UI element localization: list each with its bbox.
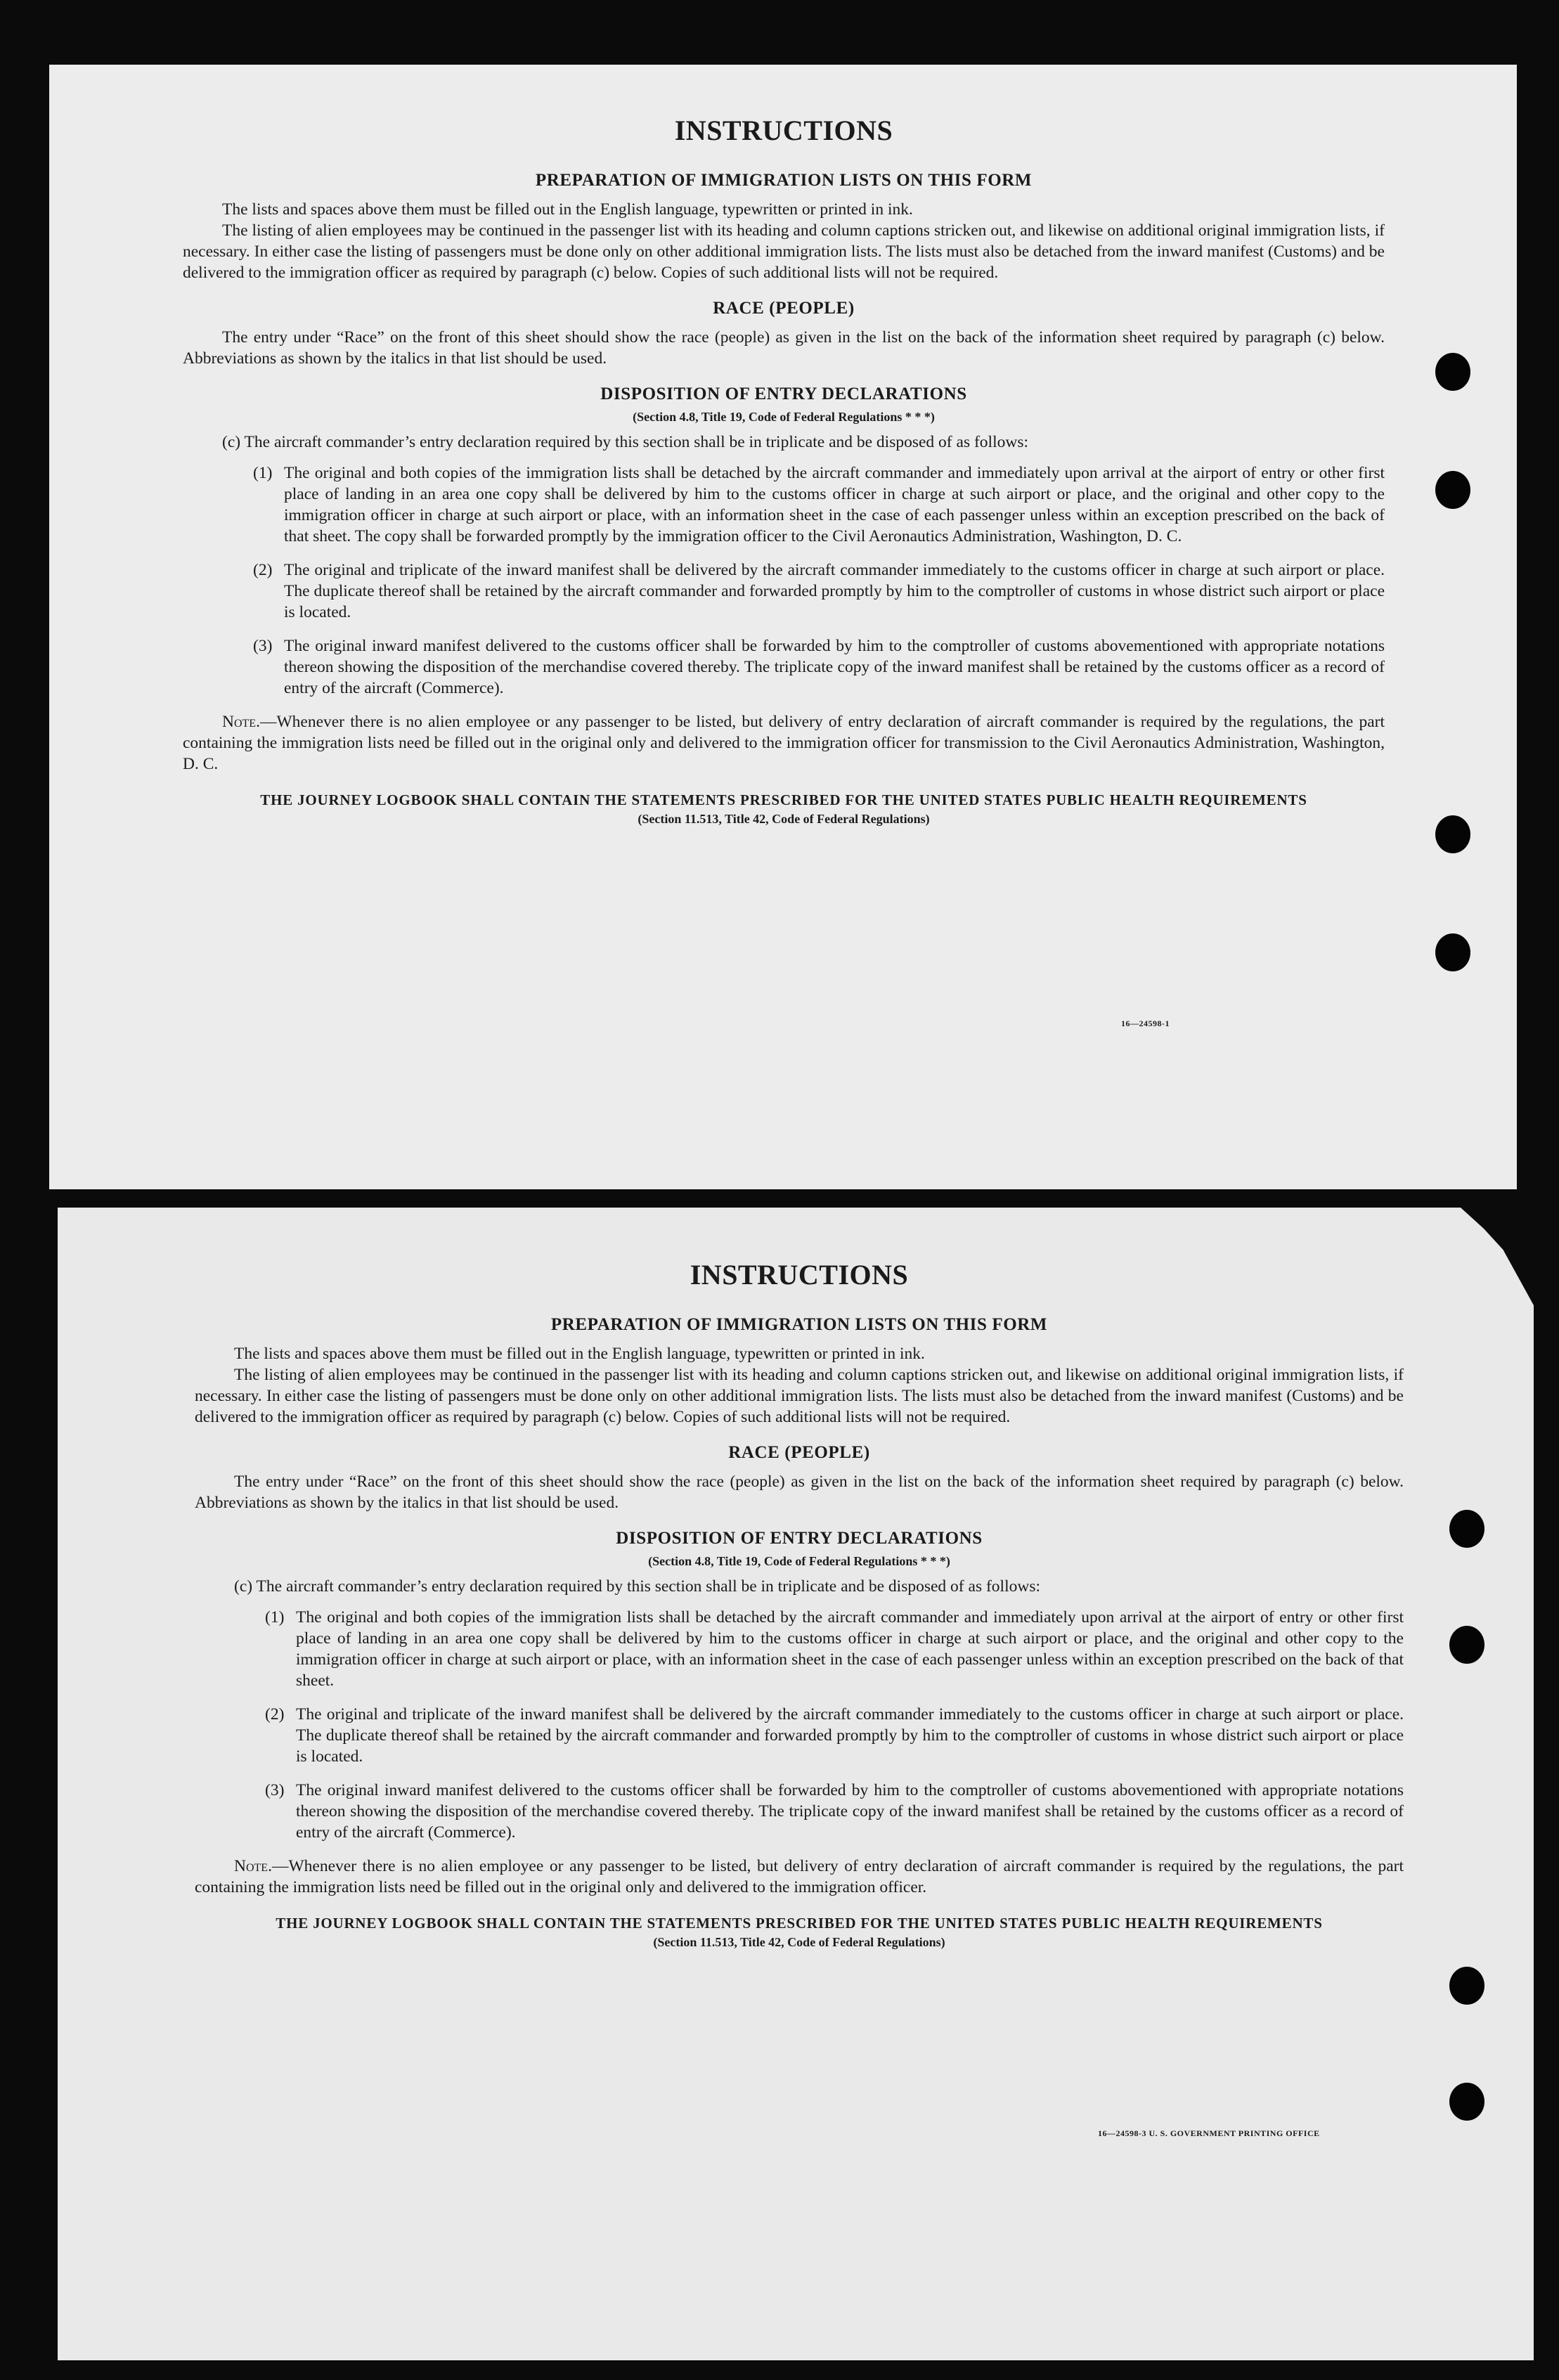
item-number: (2) [253,561,273,579]
punch-hole [1435,471,1470,509]
disposition-item-2 [253,560,1385,623]
preparation-paragraph-1: The lists and spaces above them must be filled out in the English language, typewritten or printed in ink. [222,200,913,219]
preparation-paragraph-2: The listing of alien employees may be continued in the passenger list with its heading and column captions stricken out, and likewise on additional original immigration lists, if necessary. In either case the listing of passengers must be done only on other additional immigration lists. The lists must also be detached from the inward manifest (Customs) and be delivered to the immigration officer as required by paragraph (c) below. Copies of such additional lists will not be required. [183,221,1385,282]
instruction-sheet-bottom [58,1208,1534,2360]
disposition-item-1 [265,1607,1404,1691]
preparation-heading: PREPARATION OF IMMIGRATION LISTS ON THIS FORM [535,171,1033,190]
sheet-content [183,114,1385,827]
disposition-item-2 [265,1704,1404,1767]
page-title: INSTRUCTIONS [690,1259,909,1291]
item-number: (3) [253,637,273,655]
note-paragraph [183,711,1385,775]
disposition-item-3 [265,1780,1404,1843]
punch-hole [1435,353,1470,391]
health-requirements-citation: (Section 11.513, Title 42, Code of Federal Regulations) [653,1935,945,1949]
preparation-paragraph-2: The listing of alien employees may be continued in the passenger list with its heading and column captions stricken out, and likewise on additional original immigration lists, if necessary. In either case the listing of passengers must be done only on other additional immigration lists. The lists must also be detached from the inward manifest (Customs) and be delivered to the immigration officer as required by paragraph (c) below. Copies of such additional lists will not be required. [195,1366,1404,1426]
race-heading: RACE (PEOPLE) [728,1443,870,1462]
race-paragraph: The entry under “Race” on the front of this sheet should show the race (people) as given in the list on the back of the information sheet required by paragraph (c) below. Abbreviations as shown by the italics in that list should be used. [195,1473,1404,1512]
preparation-heading: PREPARATION OF IMMIGRATION LISTS ON THIS FORM [550,1315,1048,1334]
disposition-lead: (c) The aircraft commander’s entry declaration required by this section shall be in triplicate and be disposed of as follows: [222,433,1028,451]
note-text: —Whenever there is no alien employee or any passenger to be listed, but delivery of entry declaration of aircraft commander is required by the regulations, the part containing the immigration lists need be filled out in the original only and delivered to the immigration officer for transmission to the Civil Aeronautics Administration, Washington, D. C. [183,713,1385,773]
disposition-item-1 [253,463,1385,547]
race-paragraph: The entry under “Race” on the front of this sheet should show the race (people) as given in the list on the back of the information sheet required by paragraph (c) below. Abbreviations as shown by the italics in that list should be used. [183,328,1385,368]
health-requirements-citation: (Section 11.513, Title 42, Code of Federal Regulations) [638,812,930,826]
item-text: The original inward manifest delivered to the customs officer shall be forwarded by him to the comptroller of customs abovementioned with appropriate notations thereon showing the disposition of the merchandise covered thereby. The triplicate copy of the inward manifest shall be retained by the customs officer as a record of entry of the aircraft (Commerce). [284,637,1385,697]
item-text: The original and both copies of the immigration lists shall be detached by the aircraft commander and immediately upon arrival at the airport of entry or other first place of landing in an area one copy shall be delivered by him to the customs officer in charge at such airport or place, and the original and other copy to the immigration officer in charge at such airport or place, with an information sheet in the case of each passenger unless within an exception prescribed on the back of that sheet. [296,1608,1404,1690]
punch-hole [1449,2083,1484,2121]
disposition-citation: (Section 4.8, Title 19, Code of Federal Regulations * * *) [648,1554,950,1568]
disposition-heading: DISPOSITION OF ENTRY DECLARATIONS [616,1529,983,1548]
item-text: The original and triplicate of the inward manifest shall be delivered by the aircraft commander immediately to the customs officer in charge at such airport or place. The duplicate thereof shall be retained by the aircraft commander and forwarded promptly by him to the comptroller of customs in whose district such airport or place is located. [296,1705,1404,1766]
disposition-citation: (Section 4.8, Title 19, Code of Federal Regulations * * *) [633,410,935,424]
handwritten-smudge-bottom [134,1105,147,1154]
punch-hole [1435,815,1470,853]
race-heading: RACE (PEOPLE) [713,299,855,318]
disposition-heading: DISPOSITION OF ENTRY DECLARATIONS [600,384,967,403]
sheet-content [195,1258,1404,1950]
punch-hole [1449,1626,1484,1664]
page-title: INSTRUCTIONS [674,115,893,146]
item-number: (1) [265,1608,285,1626]
note-label: Note. [234,1857,272,1875]
punch-hole [1435,933,1470,971]
instruction-sheet-top [49,65,1517,1189]
form-number: 16—24598-1 [1121,1018,1170,1028]
preparation-paragraph-1: The lists and spaces above them must be filled out in the English language, typewritten or printed in ink. [234,1345,925,1363]
item-number: (1) [253,464,273,482]
item-number: (3) [265,1781,285,1799]
note-text: —Whenever there is no alien employee or any passenger to be listed, but delivery of entry declaration of aircraft commander is required by the regulations, the part containing the immigration lists need be filled out in the original only and delivered to the immigration officer. [195,1857,1404,1896]
note-label: Note. [222,713,260,731]
item-number: (2) [265,1705,285,1723]
torn-corner [1461,1208,1538,1313]
item-text: The original and triplicate of the inward manifest shall be delivered by the aircraft commander immediately to the customs officer in charge at such airport or place. The duplicate thereof shall be retained by the aircraft commander and forwarded promptly by him to the comptroller of customs in whose district such airport or place is located. [284,561,1385,621]
punch-hole [1449,1510,1484,1548]
note-paragraph [195,1856,1404,1898]
health-requirements-footer: THE JOURNEY LOGBOOK SHALL CONTAIN THE STATEMENTS PRESCRIBED FOR THE UNITED STATES PUBLIC HEALTH REQUIREMENTS [276,1915,1323,1932]
disposition-lead: (c) The aircraft commander’s entry declaration required by this section shall be in triplicate and be disposed of as follows: [234,1577,1040,1596]
item-text: The original inward manifest delivered to the customs officer shall be forwarded by him to the comptroller of customs abovementioned with appropriate notations thereon showing the disposition of the merchandise covered thereby. The triplicate copy of the inward manifest shall be retained by the customs officer as a record of entry of the aircraft (Commerce). [296,1781,1404,1842]
item-text: The original and both copies of the immigration lists shall be detached by the aircraft commander and immediately upon arrival at the airport of entry or other first place of landing in an area one copy shall be delivered by him to the customs officer in charge at such airport or place, and the original and other copy to the immigration officer in charge at such airport or place, with an information sheet in the case of each passenger unless within an exception prescribed on the back of that sheet. The copy shall be forwarded promptly by the immigration officer to the Civil Aeronautics Administration, Washington, D. C. [284,464,1385,545]
disposition-item-3 [253,635,1385,699]
health-requirements-footer: THE JOURNEY LOGBOOK SHALL CONTAIN THE STATEMENTS PRESCRIBED FOR THE UNITED STATES PUBLIC HEALTH REQUIREMENTS [260,791,1307,808]
punch-hole [1449,1967,1484,2005]
form-number: 16—24598-3 U. S. GOVERNMENT PRINTING OFFICE [1098,2128,1320,2138]
